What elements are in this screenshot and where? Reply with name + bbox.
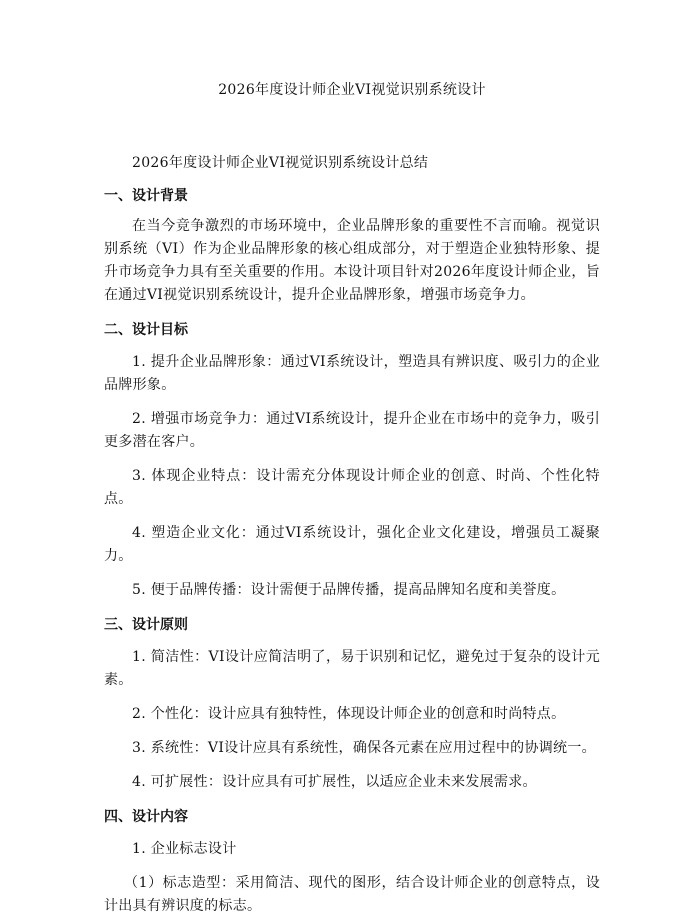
list-item: 1. 简洁性：VI设计应简洁明了，易于识别和记忆，避免过于复杂的设计元素。 [104,649,600,688]
list-item: 5. 便于品牌传播：设计需便于品牌传播，提高品牌知名度和美誉度。 [132,582,566,598]
list-item: 1. 提升企业品牌形象：通过VI系统设计，塑造具有辨识度、吸引力的企业品牌形象。 [104,354,600,393]
section-heading: 二、设计目标 [104,322,188,338]
section-heading: 三、设计原则 [104,617,188,633]
list-item: 4. 塑造企业文化：通过VI系统设计，强化企业文化建设，增强员工凝聚力。 [104,525,600,564]
list-item: 3. 系统性：VI设计应具有系统性，确保各元素在应用过程中的协调统一。 [132,740,596,756]
list-item: 2. 增强市场竞争力：通过VI系统设计，提升企业在市场中的竞争力，吸引更多潜在客户。 [104,411,600,450]
sub-list-item: （1）标志造型：采用简洁、现代的图形，结合设计师企业的创意特点，设计出具有辨识度的标志。 [104,875,600,914]
section-principles [104,615,600,794]
list-item: 4. 可扩展性：设计应具有可扩展性，以适应企业未来发展需求。 [132,774,537,790]
section-background [104,186,600,307]
document-subtitle: 2026年度设计师企业VI视觉识别系统设计总结 [132,155,429,171]
section-heading: 四、设计内容 [104,809,188,825]
section-heading: 一、设计背景 [104,188,188,204]
paragraph: 在当今竞争激烈的市场环境中，企业品牌形象的重要性不言而喻。视觉识别系统（VI）作为企业品牌形象的核心组成部分，对于塑造企业独特形象、提升市场竞争力具有至关重要的作用。本设计项目针对2026年度设计师企业，旨在通过VI视觉识别系统设计，提升企业品牌形象，增强市场竞争力。 [104,218,600,303]
section-content [104,807,600,918]
list-item: 3. 体现企业特点：设计需充分体现设计师企业的创意、时尚、个性化特点。 [104,468,600,507]
list-item: 2. 个性化：设计应具有独特性，体现设计师企业的创意和时尚特点。 [132,706,566,722]
section-goals [104,320,600,602]
list-item: 1. 企业标志设计 [132,841,237,857]
document-title: 2026年度设计师企业VI视觉识别系统设计 [218,82,486,98]
